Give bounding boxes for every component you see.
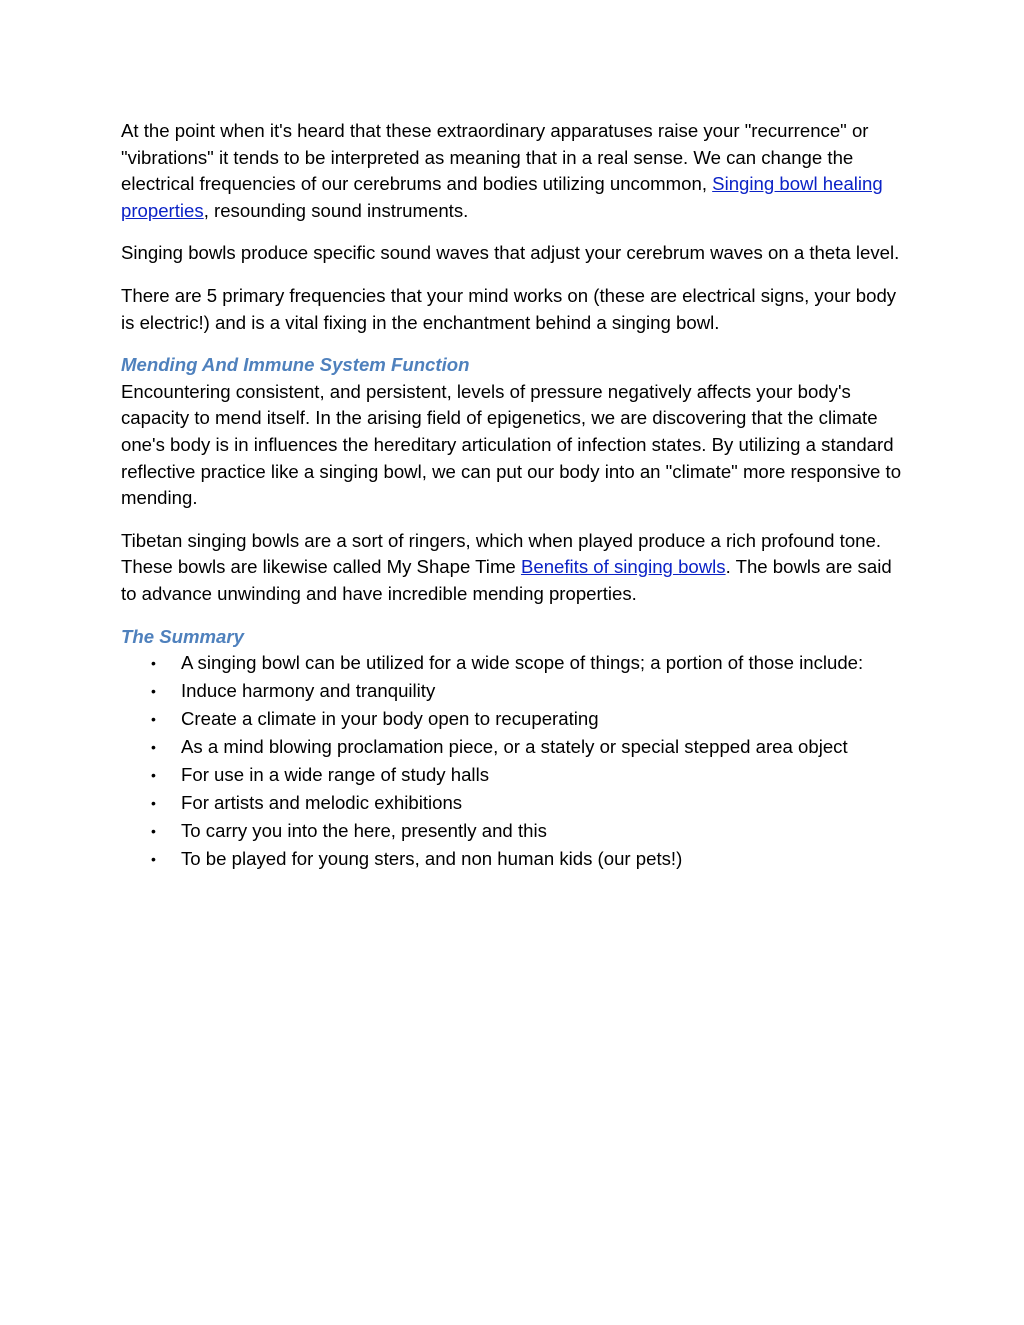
list-item xyxy=(121,846,911,873)
intro-paragraph xyxy=(121,118,911,224)
mending-paragraph: Encountering consistent, and persistent, levels of pressure negatively affects your body's capacity to mend itself. In the arising field of epigenetics, we are discovering that the climate one's body is in influences the hereditary articulation of infection states. By utilizing a standard reflective practice like a singing bowl, we can put our body into an "climate" more responsive to mending. xyxy=(121,380,902,509)
document-page xyxy=(121,118,911,874)
list-item xyxy=(121,678,911,705)
bullet-icon: • xyxy=(151,739,156,756)
intro-text-start: At the point when it's heard that these extraordinary apparatuses raise your "recurrence" or "vibrations" it tends to be interpreted as meaning that in a real sense. We can change the electrical frequencies of our cerebrums and bodies utilizing uncommon, xyxy=(121,120,869,195)
bullet-icon: • xyxy=(151,655,156,672)
list-item-text: Create a climate in your body open to recuperating xyxy=(181,708,599,730)
list-item-text: Induce harmony and tranquility xyxy=(181,680,436,702)
mending-heading: Mending And Immune System Function xyxy=(121,354,470,376)
tibetan-text-end: . The bowls are said to advance unwinding and have incredible mending properties. xyxy=(121,556,892,604)
list-item-text: A singing bowl can be utilized for a wide scope of things; a portion of those include: xyxy=(181,652,864,674)
list-item-text: For artists and melodic exhibitions xyxy=(181,792,463,814)
list-item xyxy=(121,818,911,845)
bullet-icon: • xyxy=(151,683,156,700)
bullet-icon: • xyxy=(151,850,156,867)
tibetan-paragraph xyxy=(121,528,911,608)
bullet-icon: • xyxy=(151,711,156,728)
summary-heading: The Summary xyxy=(121,625,244,647)
bullet-icon: • xyxy=(151,795,156,812)
tibetan-text-start: Tibetan singing bowls are a sort of ringers, which when played produce a rich profound tone. These bowls are likewise called My Shape Time xyxy=(121,529,882,578)
list-item xyxy=(121,734,911,761)
singing-bowl-healing-link[interactable]: Singing bowl healing properties xyxy=(121,173,883,221)
intro-text-end: , resounding sound instruments. xyxy=(203,199,469,221)
list-item xyxy=(121,790,911,817)
list-item xyxy=(121,706,911,733)
frequencies-paragraph: There are 5 primary frequencies that your mind works on (these are electrical signs, your body is electric!) and is a vital fixing in the enchantment behind a singing bowl. xyxy=(121,284,897,333)
bullet-icon: • xyxy=(151,823,156,839)
bullet-icon: • xyxy=(151,767,156,784)
list-item-text: As a mind blowing proclamation piece, or a stately or special stepped area object xyxy=(181,736,848,758)
list-item xyxy=(121,650,911,677)
summary-list xyxy=(121,650,911,872)
list-item xyxy=(121,762,911,789)
list-item-text: To carry you into the here, presently and this xyxy=(181,820,547,841)
list-item-text: To be played for young sters, and non human kids (our pets!) xyxy=(181,847,683,869)
benefits-of-singing-bowls-link[interactable]: Benefits of singing bowls xyxy=(520,556,726,578)
theta-paragraph: Singing bowls produce specific sound waves that adjust your cerebrum waves on a theta level. xyxy=(121,242,900,264)
list-item-text: For use in a wide range of study halls xyxy=(181,764,489,786)
